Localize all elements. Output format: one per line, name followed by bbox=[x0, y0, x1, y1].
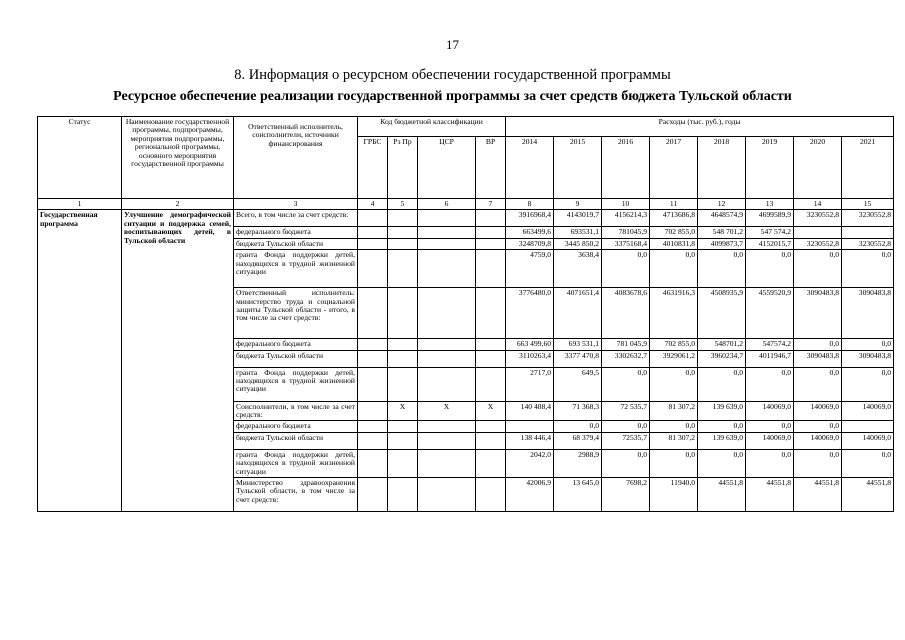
expense-value-cell: 4713686,8 bbox=[650, 210, 698, 227]
expense-value-cell: 42006,9 bbox=[506, 478, 554, 512]
funding-source-label: Министерство здравоохранения Тульской области, в том числе за счет средств: bbox=[234, 478, 358, 512]
code-csr-cell bbox=[418, 339, 476, 350]
column-number-row bbox=[38, 199, 894, 210]
expense-value-cell: 3230552,8 bbox=[842, 210, 894, 227]
expense-value-cell: 68 379,4 bbox=[554, 432, 602, 449]
expense-value-cell: 2988,9 bbox=[554, 449, 602, 477]
expense-value-cell: 3230552,8 bbox=[794, 238, 842, 249]
header-vr: ВР bbox=[476, 137, 506, 199]
program-name: Улучшение демографической ситуации и поддержка семей, воспитывающих детей, в Тульской области bbox=[122, 210, 234, 512]
expense-value-cell: 0,0 bbox=[842, 449, 894, 477]
header-name: Наименование государственной программы, подпрограммы, мероприятия подпрограммы, региональной программы, основного мероприятия государственной программы bbox=[122, 117, 234, 199]
expense-value-cell: 71 368,3 bbox=[554, 401, 602, 421]
expense-value-cell: 4631916,3 bbox=[650, 288, 698, 339]
code-vr-cell: X bbox=[476, 401, 506, 421]
code-vr-cell bbox=[476, 227, 506, 238]
code-grbs-cell bbox=[358, 421, 388, 432]
expense-value-cell: 3375168,4 bbox=[602, 238, 650, 249]
expense-value-cell: 2042,0 bbox=[506, 449, 554, 477]
code-csr-cell bbox=[418, 288, 476, 339]
expense-value-cell: 0,0 bbox=[650, 421, 698, 432]
expense-value-cell: 3776480,0 bbox=[506, 288, 554, 339]
expense-value-cell: 3960234,7 bbox=[698, 350, 746, 367]
code-rz-cell bbox=[388, 350, 418, 367]
expense-value-cell: 72 535,7 bbox=[602, 401, 650, 421]
expense-value-cell: 0,0 bbox=[698, 250, 746, 288]
code-grbs-cell bbox=[358, 367, 388, 401]
expense-value-cell: 547574,2 bbox=[746, 339, 794, 350]
expense-value-cell: 44551,8 bbox=[842, 478, 894, 512]
expense-value-cell: 140069,0 bbox=[794, 401, 842, 421]
expense-value-cell: 0,0 bbox=[746, 367, 794, 401]
column-number: 1 bbox=[38, 199, 122, 210]
code-csr-cell bbox=[418, 367, 476, 401]
code-csr-cell bbox=[418, 350, 476, 367]
expense-value-cell: 140 488,4 bbox=[506, 401, 554, 421]
expense-value-cell: 81 307,2 bbox=[650, 401, 698, 421]
expense-value-cell: 3916968,4 bbox=[506, 210, 554, 227]
expense-value-cell: 4156214,3 bbox=[602, 210, 650, 227]
expense-value-cell: 81 307,2 bbox=[650, 432, 698, 449]
code-vr-cell bbox=[476, 238, 506, 249]
column-number: 10 bbox=[602, 199, 650, 210]
expense-value-cell: 0,0 bbox=[794, 250, 842, 288]
code-grbs-cell bbox=[358, 288, 388, 339]
code-grbs-cell bbox=[358, 238, 388, 249]
expense-value-cell: 140069,0 bbox=[842, 401, 894, 421]
column-number: 13 bbox=[746, 199, 794, 210]
code-csr-cell bbox=[418, 227, 476, 238]
code-vr-cell bbox=[476, 367, 506, 401]
program-status: Государственная программа bbox=[38, 210, 122, 512]
code-vr-cell bbox=[476, 449, 506, 477]
column-number: 9 bbox=[554, 199, 602, 210]
code-grbs-cell bbox=[358, 401, 388, 421]
expense-value-cell: 649,5 bbox=[554, 367, 602, 401]
expense-value-cell: 0,0 bbox=[698, 367, 746, 401]
expense-value-cell: 0,0 bbox=[794, 449, 842, 477]
expense-value-cell: 44551,8 bbox=[698, 478, 746, 512]
funding-source-label: гранта Фонда поддержки детей, находящихся в трудной жизненной ситуации bbox=[234, 367, 358, 401]
code-rz-cell bbox=[388, 238, 418, 249]
funding-source-label: бюджета Тульской области bbox=[234, 238, 358, 249]
column-number: 3 bbox=[234, 199, 358, 210]
code-grbs-cell bbox=[358, 210, 388, 227]
expense-value-cell: 3248709,8 bbox=[506, 238, 554, 249]
code-rz-cell bbox=[388, 339, 418, 350]
expense-value-cell: 548 701,2 bbox=[698, 227, 746, 238]
header-rzpr: Рз Пр bbox=[388, 137, 418, 199]
expense-value-cell: 0,0 bbox=[602, 449, 650, 477]
column-number: 7 bbox=[476, 199, 506, 210]
expense-value-cell: 547 574,2 bbox=[746, 227, 794, 238]
column-number: 6 bbox=[418, 199, 476, 210]
expense-value-cell: 4083678,6 bbox=[602, 288, 650, 339]
expense-value-cell: 4559520,9 bbox=[746, 288, 794, 339]
expense-value-cell: 3090483,8 bbox=[794, 350, 842, 367]
expense-value-cell: 0,0 bbox=[602, 421, 650, 432]
funding-source-label: Соисполнители, в том числе за счет средств: bbox=[234, 401, 358, 421]
expense-value-cell: 702 855,0 bbox=[650, 227, 698, 238]
funding-source-label: федерального бюджета bbox=[234, 227, 358, 238]
expense-value-cell: 0,0 bbox=[842, 339, 894, 350]
expense-value-cell: 4508935,9 bbox=[698, 288, 746, 339]
header-year: 2020 bbox=[794, 137, 842, 199]
expense-value-cell: 0,0 bbox=[698, 421, 746, 432]
header-year: 2017 bbox=[650, 137, 698, 199]
expense-value-cell: 44551,8 bbox=[794, 478, 842, 512]
code-vr-cell bbox=[476, 350, 506, 367]
expense-value-cell: 0,0 bbox=[746, 250, 794, 288]
expense-value-cell: 7698,2 bbox=[602, 478, 650, 512]
expense-value-cell: 0,0 bbox=[602, 367, 650, 401]
code-vr-cell bbox=[476, 421, 506, 432]
expense-value-cell: 4699589,9 bbox=[746, 210, 794, 227]
table-body bbox=[38, 210, 894, 512]
column-number: 8 bbox=[506, 199, 554, 210]
code-csr-cell bbox=[418, 238, 476, 249]
expense-value-cell: 11940,0 bbox=[650, 478, 698, 512]
expense-value-cell: 139 639,0 bbox=[698, 401, 746, 421]
header-year: 2021 bbox=[842, 137, 894, 199]
expense-value-cell: 3230552,8 bbox=[794, 210, 842, 227]
expense-value-cell: 663 499,60 bbox=[506, 339, 554, 350]
header-budget-code: Код бюджетной классификации bbox=[358, 117, 506, 137]
expense-value-cell bbox=[842, 421, 894, 432]
funding-source-label: гранта Фонда поддержки детей, находящихся в трудной жизненной ситуации bbox=[234, 250, 358, 288]
funding-source-label: Всего, в том числе за счет средств: bbox=[234, 210, 358, 227]
expense-value-cell: 72535,7 bbox=[602, 432, 650, 449]
expense-value-cell: 0,0 bbox=[794, 339, 842, 350]
header-year: 2015 bbox=[554, 137, 602, 199]
expense-value-cell: 693531,1 bbox=[554, 227, 602, 238]
code-csr-cell bbox=[418, 449, 476, 477]
expense-value-cell: 44551,8 bbox=[746, 478, 794, 512]
header-status: Статус bbox=[38, 117, 122, 199]
code-csr-cell: X bbox=[418, 401, 476, 421]
expense-value-cell: 140069,0 bbox=[746, 401, 794, 421]
code-rz-cell bbox=[388, 227, 418, 238]
expense-value-cell: 0,0 bbox=[650, 367, 698, 401]
expense-value-cell: 0,0 bbox=[650, 449, 698, 477]
funding-source-label: гранта Фонда поддержки детей, находящихся в трудной жизненной ситуации bbox=[234, 449, 358, 477]
expense-value-cell: 140069,0 bbox=[746, 432, 794, 449]
expense-value-cell: 3929061,2 bbox=[650, 350, 698, 367]
expense-value-cell: 0,0 bbox=[746, 421, 794, 432]
code-csr-cell bbox=[418, 250, 476, 288]
expense-value-cell: 0,0 bbox=[698, 449, 746, 477]
expense-value-cell: 3110263,4 bbox=[506, 350, 554, 367]
column-number: 15 bbox=[842, 199, 894, 210]
column-number: 2 bbox=[122, 199, 234, 210]
code-vr-cell bbox=[476, 210, 506, 227]
code-rz-cell bbox=[388, 288, 418, 339]
code-rz-cell: X bbox=[388, 401, 418, 421]
header-year: 2014 bbox=[506, 137, 554, 199]
expense-value-cell: 4152015,7 bbox=[746, 238, 794, 249]
funding-source-label: федерального бюджета bbox=[234, 339, 358, 350]
table-title: Ресурсное обеспечение реализации государственной программы за счет средств бюджета Тульской области bbox=[113, 89, 792, 104]
column-number: 5 bbox=[388, 199, 418, 210]
code-grbs-cell bbox=[358, 339, 388, 350]
expense-value-cell: 3090483,8 bbox=[842, 350, 894, 367]
expense-value-cell: 4071651,4 bbox=[554, 288, 602, 339]
header-expenses: Расходы (тыс. руб.), годы bbox=[506, 117, 894, 137]
resource-table bbox=[37, 116, 894, 512]
expense-value-cell: 693 531,1 bbox=[554, 339, 602, 350]
section-title: 8. Информация о ресурсном обеспечении государственной программы bbox=[234, 67, 671, 83]
funding-source-label: бюджета Тульской области bbox=[234, 432, 358, 449]
table-row bbox=[38, 210, 894, 227]
expense-value-cell: 0,0 bbox=[794, 367, 842, 401]
expense-value-cell: 3090483,8 bbox=[794, 288, 842, 339]
expense-value-cell: 3638,4 bbox=[554, 250, 602, 288]
column-number: 14 bbox=[794, 199, 842, 210]
expense-value-cell: 0,0 bbox=[602, 250, 650, 288]
header-grbs: ГРБС bbox=[358, 137, 388, 199]
expense-value-cell: 0,0 bbox=[794, 421, 842, 432]
code-rz-cell bbox=[388, 421, 418, 432]
expense-value-cell: 138 446,4 bbox=[506, 432, 554, 449]
expense-value-cell: 548701,2 bbox=[698, 339, 746, 350]
code-rz-cell bbox=[388, 478, 418, 512]
code-grbs-cell bbox=[358, 478, 388, 512]
expense-value-cell: 4143019,7 bbox=[554, 210, 602, 227]
column-number: 11 bbox=[650, 199, 698, 210]
expense-value-cell: 140069,0 bbox=[842, 432, 894, 449]
code-vr-cell bbox=[476, 288, 506, 339]
expense-value-cell: 3445 850,2 bbox=[554, 238, 602, 249]
code-csr-cell bbox=[418, 478, 476, 512]
code-vr-cell bbox=[476, 432, 506, 449]
funding-source-label: бюджета Тульской области bbox=[234, 350, 358, 367]
expense-value-cell bbox=[842, 227, 894, 238]
expense-value-cell: 3377 470,8 bbox=[554, 350, 602, 367]
expense-value-cell: 3302632,7 bbox=[602, 350, 650, 367]
expense-value-cell: 663499,6 bbox=[506, 227, 554, 238]
expense-value-cell: 0,0 bbox=[746, 449, 794, 477]
code-rz-cell bbox=[388, 210, 418, 227]
expense-value-cell: 4759,0 bbox=[506, 250, 554, 288]
expense-value-cell: 781 045,9 bbox=[602, 339, 650, 350]
code-rz-cell bbox=[388, 250, 418, 288]
expense-value-cell: 2717,0 bbox=[506, 367, 554, 401]
code-vr-cell bbox=[476, 339, 506, 350]
expense-value-cell: 702 855,0 bbox=[650, 339, 698, 350]
expense-value-cell: 4010831,8 bbox=[650, 238, 698, 249]
expense-value-cell: 3090483,8 bbox=[842, 288, 894, 339]
code-csr-cell bbox=[418, 421, 476, 432]
expense-value-cell bbox=[506, 421, 554, 432]
expense-value-cell: 4099873,7 bbox=[698, 238, 746, 249]
code-grbs-cell bbox=[358, 432, 388, 449]
code-grbs-cell bbox=[358, 449, 388, 477]
funding-source-label: Ответственный исполнитель: министерство труда и социальной защиты Тульской области - итого, в том числе за счет средств: bbox=[234, 288, 358, 339]
code-csr-cell bbox=[418, 432, 476, 449]
column-number: 4 bbox=[358, 199, 388, 210]
expense-value-cell: 4011946,7 bbox=[746, 350, 794, 367]
expense-value-cell: 140069,0 bbox=[794, 432, 842, 449]
expense-value-cell bbox=[794, 227, 842, 238]
funding-source-label: федерального бюджета bbox=[234, 421, 358, 432]
expense-value-cell: 139 639,0 bbox=[698, 432, 746, 449]
code-grbs-cell bbox=[358, 350, 388, 367]
expense-value-cell: 0,0 bbox=[842, 367, 894, 401]
header-csr: ЦСР bbox=[418, 137, 476, 199]
column-number: 12 bbox=[698, 199, 746, 210]
header-year: 2019 bbox=[746, 137, 794, 199]
code-rz-cell bbox=[388, 432, 418, 449]
expense-value-cell: 3230552,8 bbox=[842, 238, 894, 249]
code-grbs-cell bbox=[358, 250, 388, 288]
header-year: 2016 bbox=[602, 137, 650, 199]
expense-value-cell: 0,0 bbox=[650, 250, 698, 288]
code-csr-cell bbox=[418, 210, 476, 227]
code-vr-cell bbox=[476, 250, 506, 288]
code-rz-cell bbox=[388, 367, 418, 401]
code-vr-cell bbox=[476, 478, 506, 512]
header-executor: Ответственный исполнитель, соисполнители, источники финансирования bbox=[234, 117, 358, 199]
expense-value-cell: 781045,9 bbox=[602, 227, 650, 238]
code-rz-cell bbox=[388, 449, 418, 477]
code-grbs-cell bbox=[358, 227, 388, 238]
header-year: 2018 bbox=[698, 137, 746, 199]
expense-value-cell: 0,0 bbox=[842, 250, 894, 288]
expense-value-cell: 4648574,9 bbox=[698, 210, 746, 227]
expense-value-cell: 13 645,0 bbox=[554, 478, 602, 512]
page-number: 17 bbox=[446, 37, 459, 52]
expense-value-cell: 0,0 bbox=[554, 421, 602, 432]
